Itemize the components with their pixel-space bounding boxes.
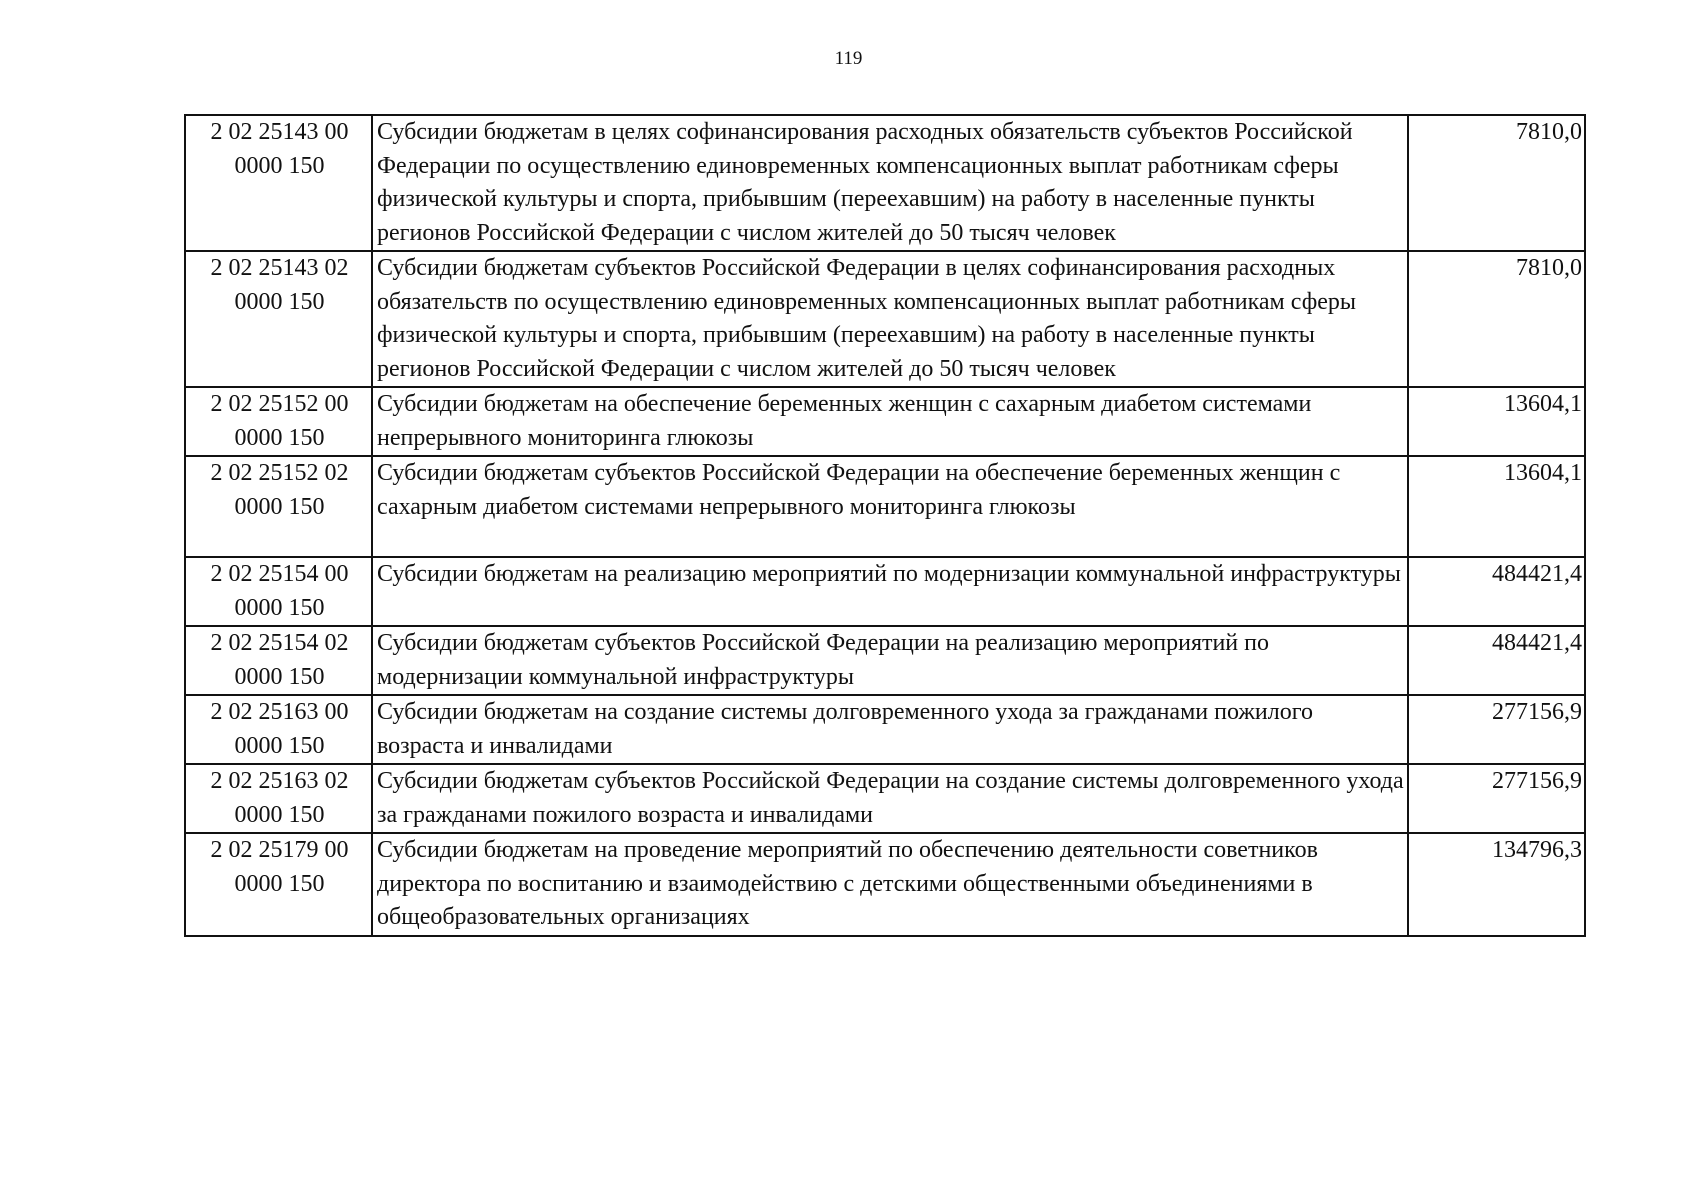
income-description: Субсидии бюджетам субъектов Российской Федерации на реализацию мероприятий по модернизации коммунальной инфраструктуры [372,626,1408,695]
table-row [185,251,1585,387]
income-description: Субсидии бюджетам в целях софинансирования расходных обязательств субъектов Российской Федерации по осуществлению единовременных компенсационных выплат работникам сферы физической культуры и спорта, прибывшим (переехавшим) на работу в населенные пункты регионов Российской Федерации с числом жителей до 50 тысяч человек [372,115,1408,251]
amount: 277156,9 [1408,695,1585,764]
page-number: 119 [834,48,863,69]
amount: 13604,1 [1408,456,1585,557]
income-description: Субсидии бюджетам на обеспечение беременных женщин с сахарным диабетом системами непрерывного мониторинга глюкозы [372,387,1408,456]
table-row [185,833,1585,936]
income-description: Субсидии бюджетам на реализацию мероприятий по модернизации коммунальной инфраструктуры [372,557,1408,626]
table-row [185,764,1585,833]
budget-code: 2 02 25152 02 0000 150 [185,456,372,557]
income-description: Субсидии бюджетам субъектов Российской Федерации на создание системы долговременного ухода за гражданами пожилого возраста и инвалидами [372,764,1408,833]
budget-code: 2 02 25152 00 0000 150 [185,387,372,456]
table-row [185,557,1585,626]
budget-code: 2 02 25143 00 0000 150 [185,115,372,251]
income-description: Субсидии бюджетам субъектов Российской Федерации на обеспечение беременных женщин с сахарным диабетом системами непрерывного мониторинга глюкозы [372,456,1408,557]
income-description: Субсидии бюджетам на проведение мероприятий по обеспечению деятельности советников директора по воспитанию и взаимодействию с детскими общественными объединениями в общеобразовательных организациях [372,833,1408,936]
table-row [185,115,1585,251]
budget-code: 2 02 25154 00 0000 150 [185,557,372,626]
amount: 484421,4 [1408,626,1585,695]
table-row [185,626,1585,695]
budget-table [184,114,1586,937]
budget-code: 2 02 25163 02 0000 150 [185,764,372,833]
budget-code: 2 02 25143 02 0000 150 [185,251,372,387]
amount: 484421,4 [1408,557,1585,626]
table-row [185,456,1585,557]
budget-code: 2 02 25163 00 0000 150 [185,695,372,764]
budget-code: 2 02 25179 00 0000 150 [185,833,372,936]
amount: 7810,0 [1408,251,1585,387]
amount: 134796,3 [1408,833,1585,936]
amount: 13604,1 [1408,387,1585,456]
table-row [185,387,1585,456]
income-description: Субсидии бюджетам субъектов Российской Федерации в целях софинансирования расходных обязательств по осуществлению единовременных компенсационных выплат работникам сферы физической культуры и спорта, прибывшим (переехавшим) на работу в населенные пункты регионов Российской Федерации с числом жителей до 50 тысяч человек [372,251,1408,387]
budget-code: 2 02 25154 02 0000 150 [185,626,372,695]
amount: 277156,9 [1408,764,1585,833]
table-row [185,695,1585,764]
income-description: Субсидии бюджетам на создание системы долговременного ухода за гражданами пожилого возраста и инвалидами [372,695,1408,764]
amount: 7810,0 [1408,115,1585,251]
